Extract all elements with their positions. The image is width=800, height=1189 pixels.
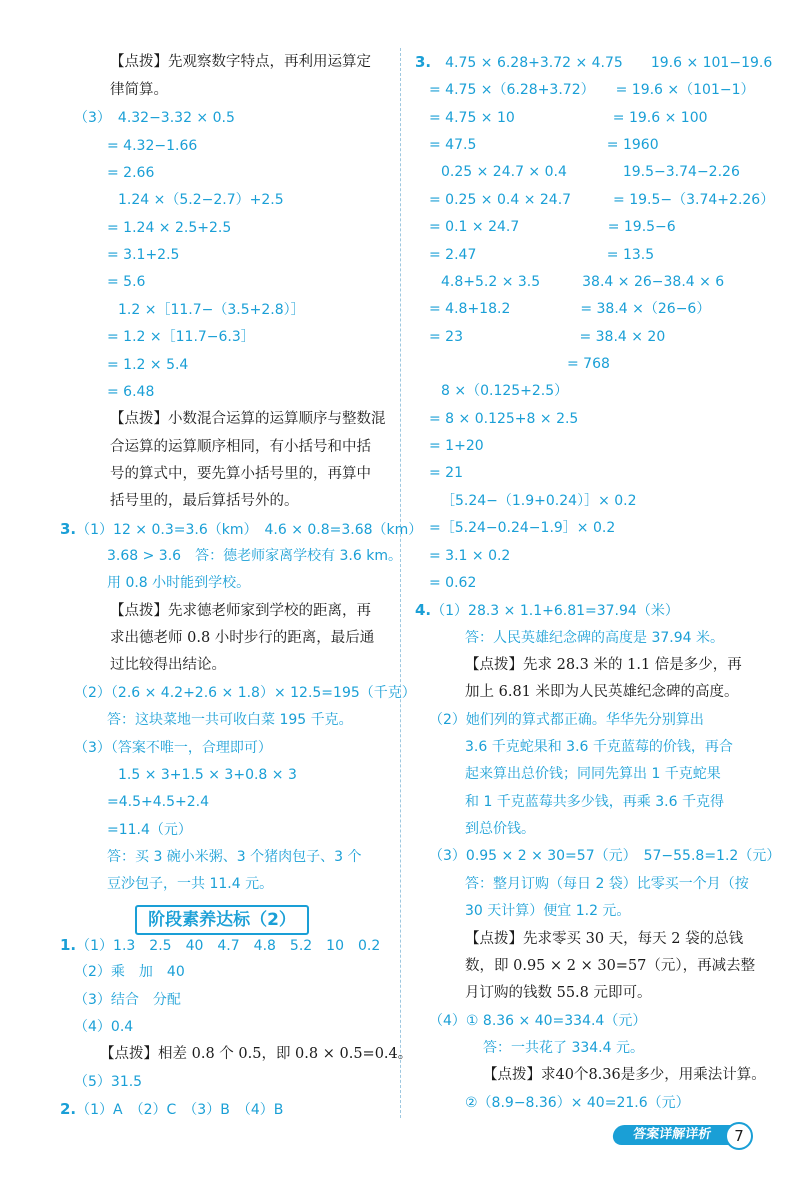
answer-line: 答：整月订购（每日 2 袋）比零买一个月（按 (465, 876, 749, 892)
answer-line: （4）① 8.36 × 40=334.4（元） (429, 1013, 647, 1029)
page-number: 7 (725, 1122, 753, 1150)
answer-line: 2.（1）A （2）C （3）B （4）B (60, 1100, 284, 1118)
hint-line: 【点拨】相差 0.8 个 0.5，即 0.8 × 0.5=0.4。 (100, 1046, 413, 1062)
answer-line: = 21 (429, 465, 463, 481)
hint-line: 律简算。 (110, 82, 168, 98)
answer-line: 和 1 千克蓝莓共多少钱，再乘 3.6 千克得 (465, 794, 724, 810)
answer-line: = 0.62 (429, 575, 477, 591)
answer-line: =［5.24−0.24−1.9］× 0.2 (429, 520, 616, 536)
hint-line: 【点拨】求40个8.36是多少，用乘法计算。 (483, 1067, 766, 1083)
hint-line: 数，即 0.95 × 2 × 30=57（元），再减去整 (465, 958, 756, 974)
answer-line: 3.（1）12 × 0.3=3.6（km） 4.6 × 0.8=3.68（km） (60, 520, 423, 538)
page-footer (613, 1122, 753, 1148)
answer-line: 用 0.8 小时能到学校。 (107, 575, 251, 591)
section-title: 阶段素养达标（2） (135, 905, 309, 935)
answer-line: 1.（1）1.3 2.5 40 4.7 4.8 5.2 10 0.2 (60, 936, 381, 954)
answer-line: = 23 = 38.4 × 20 (429, 329, 666, 345)
answer-line: 答：买 3 碗小米粥、3 个猪肉包子、3 个 (107, 849, 362, 865)
hint-line: 加上 6.81 米即为人民英雄纪念碑的高度。 (465, 684, 739, 700)
answer-line: = 4.8+18.2 = 38.4 ×（26−6） (429, 301, 711, 317)
answer-line: = 0.1 × 24.7 = 19.5−6 (429, 219, 676, 235)
answer-line: = 1+20 (429, 438, 484, 454)
hint-line: 【点拨】先观察数字特点，再利用运算定 (110, 54, 371, 70)
answer-line: 3.6 千克蛇果和 3.6 千克蓝莓的价钱，再合 (465, 739, 733, 755)
answer-line: 豆沙包子，一共 11.4 元。 (107, 876, 274, 892)
hint-line: 括号里的，最后算括号外的。 (110, 493, 299, 509)
answer-line: = 47.5 = 1960 (429, 137, 659, 153)
answer-line: = 5.6 (107, 274, 146, 290)
answer-line: 0.25 × 24.7 × 0.4 19.5−3.74−2.26 (441, 164, 740, 180)
hint-line: 【点拨】先求 28.3 米的 1.1 倍是多少，再 (465, 657, 742, 673)
answer-line: （3）结合 分配 (74, 992, 181, 1008)
answer-line: = 2.47 = 13.5 (429, 247, 655, 263)
hint-line: 号的算式中，要先算小括号里的，再算中 (110, 466, 371, 482)
answer-line: = 3.1 × 0.2 (429, 548, 511, 564)
answer-line: = 1.2 ×［11.7−6.3］ (107, 329, 255, 345)
answer-line: 8 ×（0.125+2.5） (441, 383, 569, 399)
footer-label: 答案详解详析 (612, 1125, 733, 1145)
answer-line: = 0.25 × 0.4 × 24.7 = 19.5−（3.74+2.26） (429, 192, 775, 208)
answer-line: 1.2 ×［11.7−（3.5+2.8）］ (118, 302, 305, 318)
answer-line: 答：一共花了 334.4 元。 (483, 1040, 644, 1056)
answer-line: （3）0.95 × 2 × 30=57（元） 57−55.8=1.2（元） (429, 848, 781, 864)
answer-line: = 2.66 (107, 165, 155, 181)
answer-line: （3） 4.32−3.32 × 0.5 (74, 110, 235, 126)
answer-line: 30 天计算）便宜 1.2 元。 (465, 903, 631, 919)
answer-line: = 768 (567, 356, 610, 372)
answer-line: = 4.75 ×（6.28+3.72） = 19.6 ×（101−1） (429, 82, 755, 98)
answer-line: = 4.32−1.66 (107, 138, 198, 154)
answer-line: （5）31.5 (74, 1074, 143, 1090)
answer-line: 答：这块菜地一共可收白菜 195 千克。 (107, 712, 353, 728)
answer-line: （2）（2.6 × 4.2+2.6 × 1.8）× 12.5=195（千克） (74, 685, 416, 701)
answer-line: ［5.24−（1.9+0.24）］× 0.2 (441, 493, 637, 509)
hint-line: 【点拨】先求零买 30 天，每天 2 袋的总钱 (465, 931, 744, 947)
answer-line: = 1.24 × 2.5+2.5 (107, 220, 232, 236)
answer-line: （2）乘 加 40 (74, 964, 185, 980)
answer-line: 1.24 ×（5.2−2.7）+2.5 (118, 192, 284, 208)
hint-line: 月订购的钱数 55.8 元即可。 (465, 985, 652, 1001)
hint-line: 合运算的运算顺序相同，有小括号和中括 (110, 439, 371, 455)
answer-line: =11.4（元） (107, 822, 192, 838)
answer-line: （4）0.4 (74, 1019, 134, 1035)
answer-line: 3.68 > 3.6 答：德老师家离学校有 3.6 km。 (107, 548, 402, 564)
answer-line: = 8 × 0.125+8 × 2.5 (429, 411, 579, 427)
answer-line: （2）她们列的算式都正确。华华先分别算出 (429, 712, 704, 728)
hint-line: 【点拨】先求德老师家到学校的距离，再 (110, 603, 371, 619)
answer-line: （3）（答案不唯一，合理即可） (74, 740, 272, 756)
answer-line: = 3.1+2.5 (107, 247, 180, 263)
answer-line: 答：人民英雄纪念碑的高度是 37.94 米。 (465, 630, 724, 646)
answer-line: 3. 4.75 × 6.28+3.72 × 4.75 19.6 × 101−19.6 (415, 53, 773, 71)
column-divider (400, 48, 401, 1118)
answer-line: =4.5+4.5+2.4 (107, 794, 209, 810)
answer-line: ②（8.9−8.36）× 40=21.6（元） (465, 1095, 690, 1111)
hint-line: 过比较得出结论。 (110, 657, 226, 673)
answer-line: 到总价钱。 (465, 821, 535, 837)
answer-line: 起来算出总价钱；同同先算出 1 千克蛇果 (465, 766, 721, 782)
answer-line: 1.5 × 3+1.5 × 3+0.8 × 3 (118, 767, 297, 783)
answer-line: 4.（1）28.3 × 1.1+6.81=37.94（米） (415, 601, 679, 619)
answer-line: 4.8+5.2 × 3.5 38.4 × 26−38.4 × 6 (441, 274, 725, 290)
hint-line: 求出德老师 0.8 小时步行的距离，最后通 (110, 630, 375, 646)
answer-line: = 1.2 × 5.4 (107, 357, 189, 373)
answer-line: = 4.75 × 10 = 19.6 × 100 (429, 110, 708, 126)
answer-line: = 6.48 (107, 384, 155, 400)
hint-line: 【点拨】小数混合运算的运算顺序与整数混 (110, 411, 386, 427)
